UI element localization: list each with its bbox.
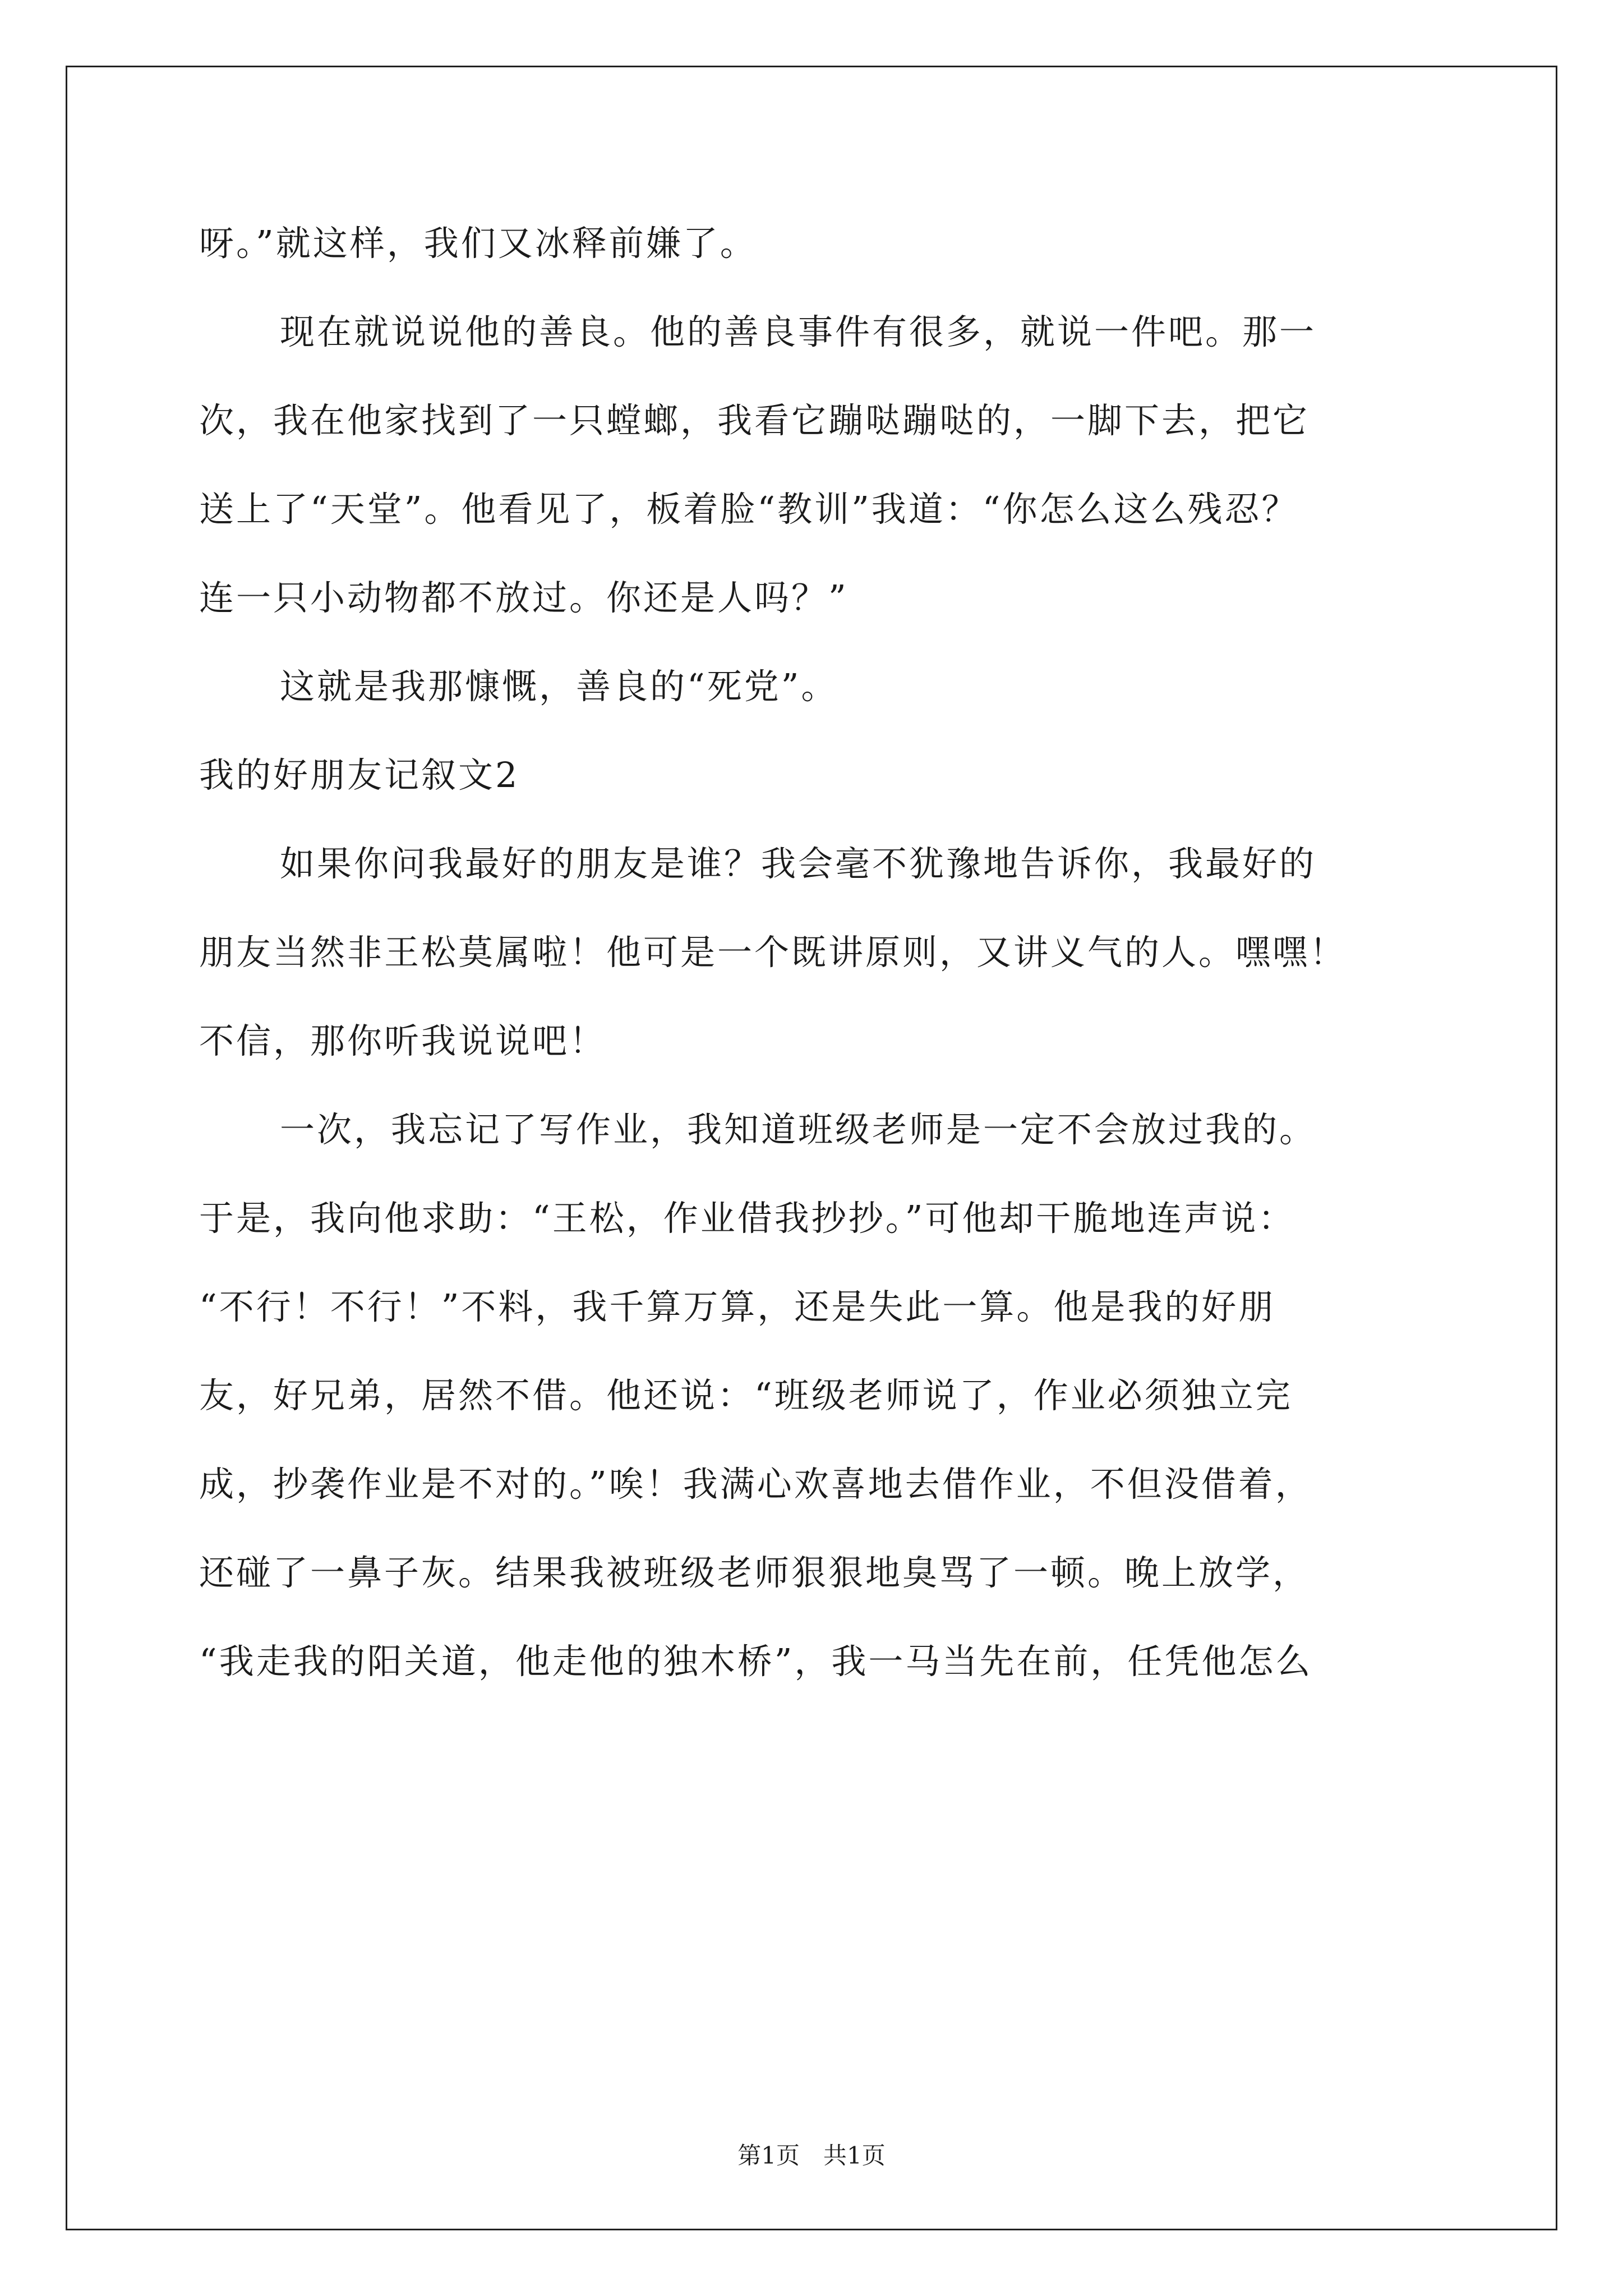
text-line: 朋友当然非王松莫属啦！他可是一个既讲原则，又讲义气的人。嘿嘿！ bbox=[199, 932, 1347, 973]
text-line: 不信，那你听我说说吧！ bbox=[199, 1020, 607, 1061]
text-line: 现在就说说他的善良。他的善良事件有很多，就说一件吧。那一 bbox=[280, 311, 1317, 352]
text-line: 成，抄袭作业是不对的。”唉！我满心欢喜地去借作业，不但没借着， bbox=[199, 1464, 1312, 1504]
text-line: 送上了“天堂”。他看见了，板着脸“教训”我道：“你怎么这么残忍？ bbox=[199, 489, 1299, 530]
text-line: 呀。”就这样，我们又冰释前嫌了。 bbox=[199, 223, 757, 264]
text-line: 于是，我向他求助：“王松，作业借我抄抄。”可他却干脆地连声说： bbox=[199, 1198, 1295, 1239]
text-line: 次，我在他家找到了一只螳螂，我看它蹦哒蹦哒的，一脚下去，把它 bbox=[199, 400, 1310, 441]
text-line: 还碰了一鼻子灰。结果我被班级老师狠狠地臭骂了一顿。晚上放学， bbox=[199, 1552, 1310, 1593]
document-body bbox=[199, 199, 1433, 1706]
page-footer: 第1页 共1页 bbox=[737, 2142, 886, 2169]
text-line: 一次，我忘记了写作业，我知道班级老师是一定不会放过我的。 bbox=[280, 1109, 1317, 1150]
text-line: 这就是我那慷慨，善良的“死党”。 bbox=[280, 666, 838, 707]
section-heading: 我的好朋友记叙文2 bbox=[199, 754, 520, 795]
text-line: 连一只小动物都不放过。你还是人吗？” bbox=[199, 577, 849, 618]
text-line: “我走我的阳关道，他走他的独木桥”，我一马当先在前，任凭他怎么 bbox=[199, 1641, 1313, 1682]
text-line: 如果你问我最好的朋友是谁？我会毫不犹豫地告诉你，我最好的 bbox=[280, 843, 1317, 884]
text-line: 友，好兄弟，居然不借。他还说：“班级老师说了，作业必须独立完 bbox=[199, 1375, 1293, 1416]
text-line: “不行！不行！”不料，我千算万算，还是失此一算。他是我的好朋 bbox=[199, 1286, 1276, 1327]
